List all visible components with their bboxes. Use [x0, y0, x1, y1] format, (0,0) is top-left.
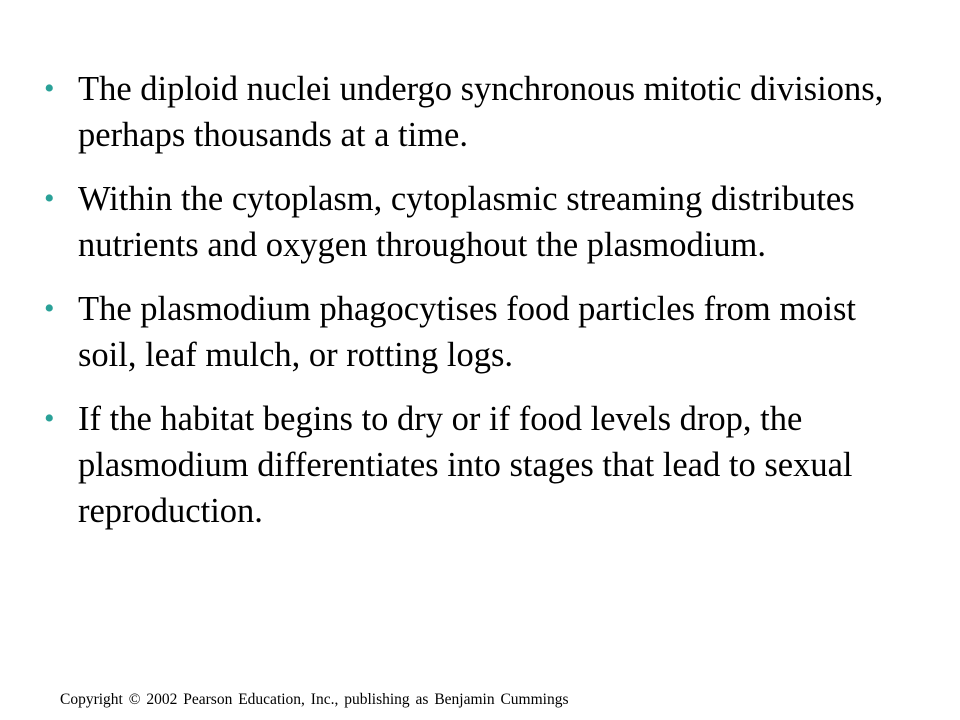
bullet-icon: •	[44, 292, 55, 325]
bullet-text: The plasmodium phagocytises food particles from moist soil, leaf mulch, or rotting logs.	[78, 290, 857, 374]
copyright-footer: Copyright © 2002 Pearson Education, Inc., publishing as Benjamin Cummings	[60, 691, 569, 708]
bullet-icon: •	[44, 182, 55, 215]
bullet-item	[42, 286, 902, 378]
bullet-item	[42, 396, 902, 534]
bullet-item	[42, 66, 902, 158]
bullet-item	[42, 176, 902, 268]
bullet-text: The diploid nuclei undergo synchronous mitotic divisions, perhaps thousands at a time.	[78, 70, 884, 154]
bullet-text: Within the cytoplasm, cytoplasmic streaming distributes nutrients and oxygen throughout the plasmodium.	[78, 180, 855, 264]
bullet-text: If the habitat begins to dry or if food levels drop, the plasmodium differentiates into stages that lead to sexual reproduction.	[78, 400, 853, 530]
bullet-icon: •	[44, 72, 55, 105]
bullet-icon: •	[44, 402, 55, 435]
bullet-list	[42, 66, 902, 552]
